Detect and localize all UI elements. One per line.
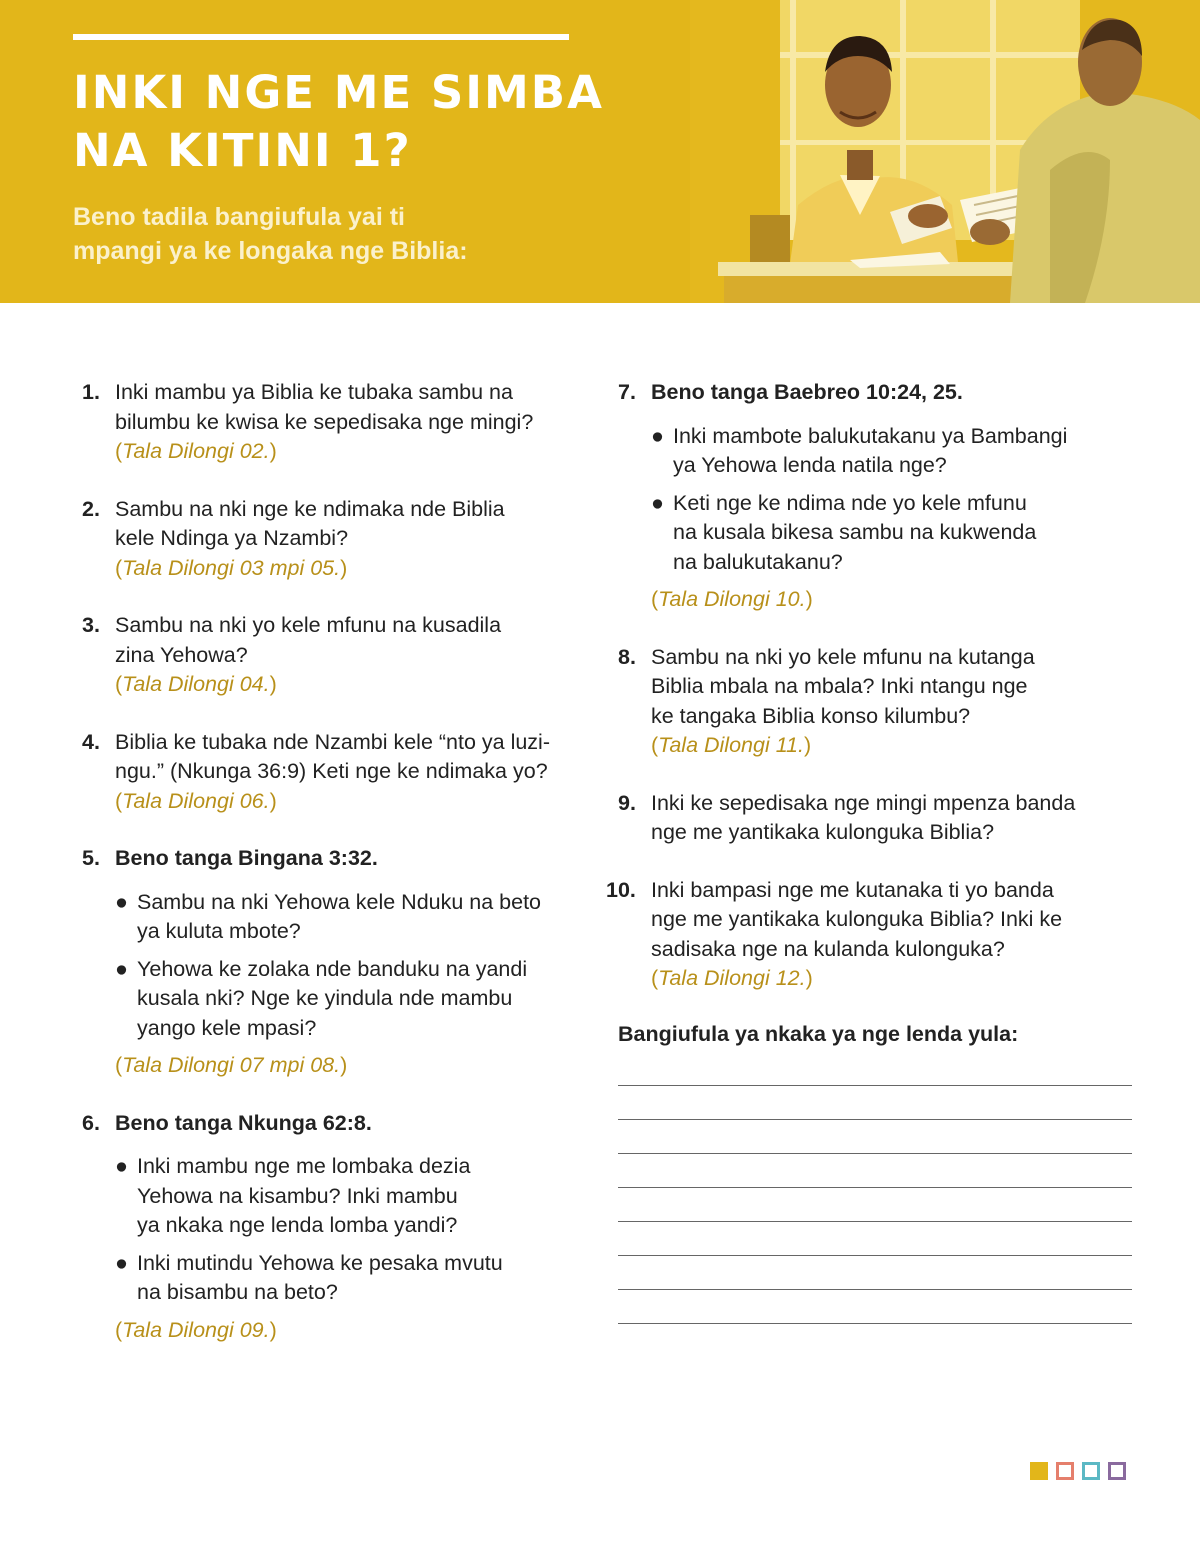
subtitle-line-1: Beno tadila bangiufula yai ti bbox=[73, 203, 405, 231]
filled-square-icon bbox=[1030, 1462, 1048, 1480]
page-title bbox=[73, 64, 633, 180]
question-text: kele Ndinga ya Nzambi? bbox=[115, 526, 349, 550]
reference-text: Tala Dilongi 07 mpi 08. bbox=[122, 1053, 341, 1077]
writing-line[interactable] bbox=[618, 1153, 1132, 1154]
question-heading: Beno tanga Baebreo 10:24, 25. bbox=[651, 380, 963, 404]
writing-line[interactable] bbox=[618, 1323, 1132, 1324]
bible-study-illustration bbox=[690, 0, 1200, 303]
lesson-reference: (Tala Dilongi 11.) bbox=[651, 733, 812, 757]
question-text: Biblia mbala na mbala? Inki ntangu nge bbox=[651, 674, 1028, 698]
question-3 bbox=[82, 611, 602, 700]
outline-square-icon bbox=[1082, 1462, 1100, 1480]
bullet-dot: ● bbox=[115, 1250, 128, 1275]
bullet-dot: ● bbox=[651, 423, 664, 448]
question-number: 7. bbox=[618, 380, 636, 404]
bullet-text: na kusala bikesa sambu na kukwenda bbox=[673, 520, 1037, 544]
question-8 bbox=[618, 643, 1138, 761]
question-text: Biblia ke tubaka nde Nzambi kele “nto ya luzi- bbox=[115, 729, 550, 754]
bullet-item bbox=[651, 422, 1138, 481]
question-text: Inki mambu ya Biblia ke tubaka sambu na bbox=[115, 380, 513, 404]
notes-heading: Bangiufula ya nkaka ya nge lenda yula: bbox=[618, 1021, 1019, 1046]
question-text: ngu.” (Nkunga 36:9) Keti nge ke ndimaka yo? bbox=[115, 759, 548, 783]
bullet-item bbox=[115, 955, 602, 1044]
bullet-item bbox=[115, 1249, 602, 1308]
question-heading: Beno tanga Bingana 3:32. bbox=[115, 846, 378, 870]
bullet-dot: ● bbox=[115, 1154, 128, 1178]
subtitle-line-2: mpangi ya ke longaka nge Biblia: bbox=[73, 237, 468, 265]
writing-line[interactable] bbox=[618, 1221, 1132, 1222]
question-number: 4. bbox=[82, 729, 100, 754]
bullet-list bbox=[115, 888, 602, 1044]
question-number: 6. bbox=[82, 1110, 100, 1135]
question-text: bilumbu ke kwisa ke sepedisaka nge mingi? bbox=[115, 409, 534, 434]
lesson-reference: (Tala Dilongi 06.) bbox=[115, 788, 277, 813]
writing-line[interactable] bbox=[618, 1187, 1132, 1188]
question-2 bbox=[82, 495, 602, 584]
title-line-1: INKI NGE ME SIMBA bbox=[73, 66, 604, 119]
question-6 bbox=[82, 1109, 602, 1346]
question-text: nge me yantikaka kulonguka Biblia? bbox=[651, 820, 995, 844]
question-text: Inki ke sepedisaka nge mingi mpenza banda bbox=[651, 790, 1076, 815]
writing-line[interactable] bbox=[618, 1255, 1132, 1256]
bullet-text: yango kele mpasi? bbox=[137, 1015, 317, 1040]
bullet-text: Keti nge ke ndima nde yo kele mfunu bbox=[673, 490, 1027, 515]
bullet-text: Sambu na nki Yehowa kele Nduku na beto bbox=[137, 889, 542, 914]
question-number: 1. bbox=[82, 380, 100, 404]
outline-square-icon bbox=[1108, 1462, 1126, 1480]
question-text: zina Yehowa? bbox=[115, 642, 248, 667]
reference-text: Tala Dilongi 10. bbox=[658, 587, 806, 611]
lesson-reference: (Tala Dilongi 02.) bbox=[115, 439, 277, 463]
question-1 bbox=[82, 378, 602, 467]
title-rule bbox=[73, 34, 569, 40]
question-number: 5. bbox=[82, 846, 100, 870]
bullet-text: kusala nki? Nge ke yindula nde mambu bbox=[137, 986, 513, 1010]
question-7 bbox=[618, 378, 1138, 615]
decorative-squares bbox=[1030, 1462, 1126, 1480]
question-10 bbox=[606, 876, 1138, 994]
reference-text: Tala Dilongi 04. bbox=[122, 672, 270, 696]
question-text: Sambu na nki yo kele mfunu na kutanga bbox=[651, 644, 1035, 669]
bullet-dot: ● bbox=[651, 490, 664, 515]
lesson-reference: (Tala Dilongi 12.) bbox=[651, 966, 813, 990]
questions-left-column bbox=[82, 378, 602, 1373]
title-line-2: NA KITINI 1? bbox=[73, 124, 412, 177]
question-9 bbox=[618, 789, 1138, 848]
bullet-list bbox=[651, 422, 1138, 578]
header-banner bbox=[0, 0, 1200, 303]
reference-text: Tala Dilongi 09. bbox=[122, 1317, 270, 1342]
writing-line[interactable] bbox=[618, 1289, 1132, 1290]
question-number: 9. bbox=[618, 790, 636, 815]
question-text: nge me yantikaka kulonguka Biblia? Inki ke bbox=[651, 907, 1063, 931]
bullet-text: na bisambu na beto? bbox=[137, 1280, 338, 1304]
reference-text: Tala Dilongi 02. bbox=[122, 439, 270, 463]
lesson-reference: (Tala Dilongi 03 mpi 05.) bbox=[115, 555, 348, 580]
bullet-text: Yehowa na kisambu? Inki mambu bbox=[137, 1183, 458, 1208]
bullet-text: Inki mambote balukutakanu ya Bambangi bbox=[673, 423, 1068, 448]
writing-line[interactable] bbox=[618, 1119, 1132, 1120]
question-text: Sambu na nki yo kele mfunu na kusadila bbox=[115, 613, 502, 637]
question-text: ke tangaka Biblia konso kilumbu? bbox=[651, 703, 971, 728]
bullet-item bbox=[651, 489, 1138, 578]
outline-square-icon bbox=[1056, 1462, 1074, 1480]
question-text: Sambu na nki nge ke ndimaka nde Biblia bbox=[115, 496, 505, 521]
bullet-text: Inki mambu nge me lombaka dezia bbox=[137, 1154, 471, 1178]
question-number: 2. bbox=[82, 496, 100, 521]
question-number: 8. bbox=[618, 644, 636, 669]
reference-text: Tala Dilongi 03 mpi 05. bbox=[122, 555, 341, 580]
question-heading: Beno tanga Nkunga 62:8. bbox=[115, 1110, 372, 1135]
bullet-dot: ● bbox=[115, 956, 128, 981]
lesson-reference: (Tala Dilongi 09.) bbox=[115, 1317, 277, 1342]
question-text: sadisaka nge na kulanda kulonguka? bbox=[651, 936, 1005, 961]
lesson-reference: (Tala Dilongi 10.) bbox=[651, 587, 813, 611]
bullet-text: ya nkaka nge lenda lomba yandi? bbox=[137, 1213, 458, 1237]
writing-line[interactable] bbox=[618, 1085, 1132, 1086]
bullet-item bbox=[115, 888, 602, 947]
bullet-text: ya Yehowa lenda natila nge? bbox=[673, 453, 947, 477]
bullet-text: ya kuluta mbote? bbox=[137, 919, 301, 943]
lesson-reference: (Tala Dilongi 04.) bbox=[115, 672, 277, 696]
question-5 bbox=[82, 844, 602, 1081]
bullet-list bbox=[115, 1152, 602, 1308]
reference-text: Tala Dilongi 11. bbox=[658, 733, 804, 757]
bullet-text: na balukutakanu? bbox=[673, 549, 843, 574]
lesson-reference: (Tala Dilongi 07 mpi 08.) bbox=[115, 1053, 348, 1077]
question-number: 10. bbox=[606, 877, 636, 902]
question-4 bbox=[82, 728, 602, 817]
bullet-item bbox=[115, 1152, 602, 1241]
page-subtitle bbox=[73, 200, 593, 268]
question-text: Inki bampasi nge me kutanaka ti yo banda bbox=[651, 877, 1054, 902]
bullet-text: Yehowa ke zolaka nde banduku na yandi bbox=[137, 956, 528, 981]
question-number: 3. bbox=[82, 613, 100, 637]
reference-text: Tala Dilongi 06. bbox=[122, 788, 270, 813]
questions-right-column bbox=[606, 378, 1138, 1324]
bullet-text: Inki mutindu Yehowa ke pesaka mvutu bbox=[137, 1250, 503, 1275]
bullet-dot: ● bbox=[115, 889, 128, 914]
reference-text: Tala Dilongi 12. bbox=[658, 966, 806, 990]
